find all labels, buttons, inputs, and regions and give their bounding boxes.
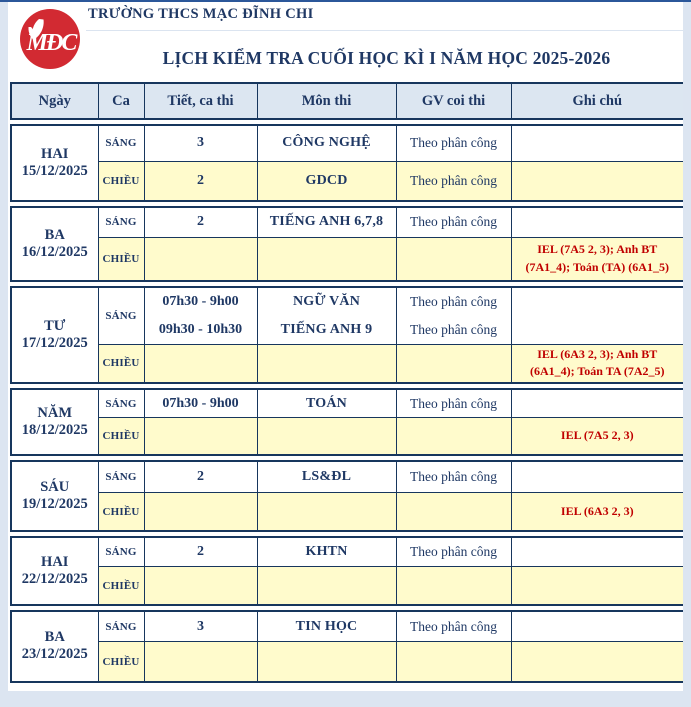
period-cell: [144, 345, 257, 383]
day-cell: [11, 537, 98, 605]
session-cell: SÁNG: [98, 287, 144, 345]
subject-cell-line: NGỮ VĂN: [292, 294, 361, 309]
note-cell: [511, 287, 683, 345]
day-name: HAI: [41, 146, 69, 162]
header-row: [11, 83, 683, 119]
proctor-cell: [396, 287, 511, 345]
session-cell: CHIỀU: [98, 493, 144, 531]
proctor-cell: Theo phân công: [396, 611, 511, 642]
day-name: NĂM: [37, 404, 73, 421]
day-name: SÁU: [40, 478, 70, 495]
subject-cell: [257, 567, 396, 605]
note-cell: [511, 567, 683, 605]
day-cell: [11, 125, 98, 201]
proctor-cell-line: Theo phân công: [410, 322, 497, 337]
proctor-cell: [396, 567, 511, 605]
subject-cell: TIN HỌC: [257, 611, 396, 642]
session-cell: SÁNG: [98, 537, 144, 567]
day-date: 18/12/2025: [21, 421, 88, 438]
table-row: [11, 125, 683, 161]
session-cell: CHIỀU: [98, 237, 144, 281]
session-cell: CHIỀU: [98, 567, 144, 605]
day-date: 17/12/2025: [21, 334, 88, 351]
session-cell: SÁNG: [98, 125, 144, 161]
day-date: 22/12/2025: [21, 570, 88, 587]
session-cell: SÁNG: [98, 611, 144, 642]
period-cell: [144, 493, 257, 531]
table-row: [11, 493, 683, 531]
school-name: TRƯỜNG THCS MẠC ĐĨNH CHI: [88, 6, 314, 22]
period-cell: [144, 237, 257, 281]
col-header-day: Ngày: [11, 83, 98, 119]
day-cell: [11, 207, 98, 281]
proctor-cell: Theo phân công: [396, 461, 511, 493]
col-header-session: Ca: [98, 83, 144, 119]
note-cell: [511, 611, 683, 642]
proctor-cell: Theo phân công: [396, 161, 511, 201]
day-name: BA: [44, 227, 65, 243]
proctor-cell: [396, 493, 511, 531]
table-row: [11, 567, 683, 605]
proctor-cell: Theo phân công: [396, 125, 511, 161]
note-cell: IEL (6A3 2, 3); Anh BT (6A1_4); Toán TA (7A2_5): [511, 345, 683, 383]
session-cell: CHIỀU: [98, 345, 144, 383]
day-block: [10, 536, 683, 606]
subject-cell: KHTN: [257, 537, 396, 567]
note-cell: IEL (6A3 2, 3): [511, 493, 683, 531]
col-header-note: Ghi chú: [511, 83, 683, 119]
period-cell: [144, 418, 257, 455]
period-cell: 2: [144, 461, 257, 493]
day-cell: [11, 461, 98, 531]
period-cell: 2: [144, 537, 257, 567]
day-date: 15/12/2025: [21, 163, 88, 179]
period-cell: 3: [144, 611, 257, 642]
subject-cell: [257, 287, 396, 345]
subject-cell-line: TIẾNG ANH 9: [280, 322, 373, 337]
subject-cell: TIẾNG ANH 6,7,8: [257, 207, 396, 237]
subject-cell: [257, 418, 396, 455]
day-block: [10, 124, 683, 202]
note-cell: [511, 161, 683, 201]
session-cell: SÁNG: [98, 461, 144, 493]
day-block: [10, 460, 683, 532]
subject-cell: GDCD: [257, 161, 396, 201]
table-row: [11, 345, 683, 383]
col-header-proctor: GV coi thi: [396, 83, 511, 119]
note-cell: [511, 537, 683, 567]
note-cell: [511, 461, 683, 493]
period-cell: [144, 567, 257, 605]
day-block: [10, 286, 683, 384]
day-block: [10, 610, 683, 683]
period-cell: 07h30 - 9h00: [144, 389, 257, 418]
subject-cell: TOÁN: [257, 389, 396, 418]
day-date: 16/12/2025: [21, 244, 88, 260]
note-cell: IEL (7A5 2, 3); Anh BT (7A1_4); Toán (TA) (6A1_5): [511, 237, 683, 281]
table-row: [11, 642, 683, 682]
document-header: [8, 2, 683, 82]
table-row: [11, 418, 683, 455]
day-cell: [11, 389, 98, 455]
table-row: [11, 537, 683, 567]
col-header-period: Tiết, ca thi: [144, 83, 257, 119]
proctor-cell: [396, 237, 511, 281]
session-cell: CHIỀU: [98, 161, 144, 201]
proctor-cell: Theo phân công: [396, 207, 511, 237]
table-row: [11, 207, 683, 237]
table-row: [11, 611, 683, 642]
subject-cell: CÔNG NGHỆ: [257, 125, 396, 161]
day-date: 19/12/2025: [21, 495, 88, 512]
period-cell: [144, 287, 257, 345]
session-cell: SÁNG: [98, 207, 144, 237]
proctor-cell: Theo phân công: [396, 389, 511, 418]
table-row: [11, 161, 683, 201]
logo-text: MĐC: [26, 30, 76, 56]
proctor-cell-line: Theo phân công: [410, 294, 497, 309]
day-block: [10, 388, 683, 456]
page-title: LỊCH KIỂM TRA CUỐI HỌC KÌ I NĂM HỌC 2025-2026: [162, 48, 611, 68]
subject-cell: [257, 345, 396, 383]
day-name: HAI: [41, 553, 69, 570]
proctor-cell: [396, 642, 511, 682]
day-cell: [11, 287, 98, 383]
note-cell: IEL (7A5 2, 3): [511, 418, 683, 455]
period-cell: 2: [144, 207, 257, 237]
subject-cell: LS&ĐL: [257, 461, 396, 493]
subject-cell: [257, 493, 396, 531]
proctor-cell: Theo phân công: [396, 537, 511, 567]
table-row: [11, 287, 683, 345]
period-cell: 3: [144, 125, 257, 161]
session-cell: CHIỀU: [98, 642, 144, 682]
table-row: [11, 461, 683, 493]
document-page: [8, 2, 683, 691]
schedule-blocks: [10, 124, 683, 683]
day-date: 23/12/2025: [21, 646, 88, 663]
proctor-cell: [396, 418, 511, 455]
note-cell: [511, 642, 683, 682]
exam-schedule-table: [10, 82, 683, 683]
header-divider: [86, 30, 683, 31]
period-cell-line: 07h30 - 9h00: [162, 294, 239, 309]
school-logo: [18, 6, 82, 70]
subject-cell: [257, 642, 396, 682]
table-row: [11, 389, 683, 418]
period-cell: 2: [144, 161, 257, 201]
session-cell: CHIỀU: [98, 418, 144, 455]
day-name: BA: [44, 629, 65, 646]
note-cell: [511, 389, 683, 418]
col-header-subject: Môn thi: [257, 83, 396, 119]
note-cell: [511, 125, 683, 161]
period-cell: [144, 642, 257, 682]
day-name: TƯ: [44, 317, 66, 334]
session-cell: SÁNG: [98, 389, 144, 418]
period-cell-line: 09h30 - 10h30: [158, 322, 243, 337]
table-row: [11, 237, 683, 281]
subject-cell: [257, 237, 396, 281]
proctor-cell: [396, 345, 511, 383]
day-block: [10, 206, 683, 282]
note-cell: [511, 207, 683, 237]
day-cell: [11, 611, 98, 682]
table-header-row: [10, 82, 683, 120]
